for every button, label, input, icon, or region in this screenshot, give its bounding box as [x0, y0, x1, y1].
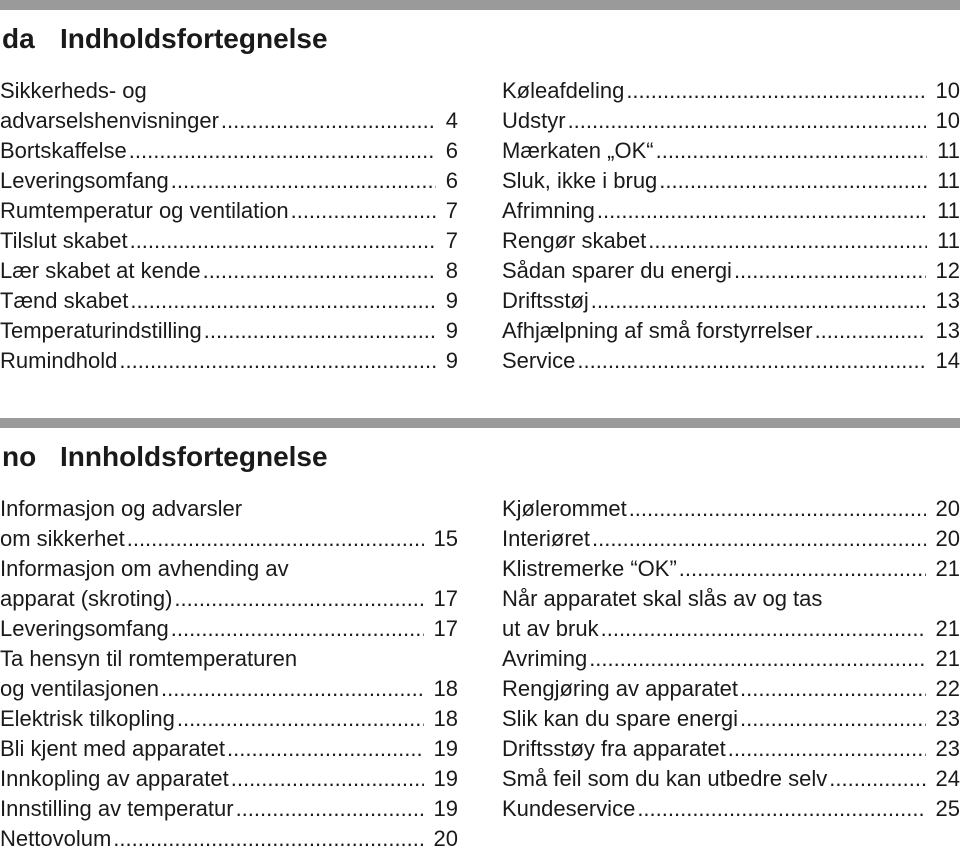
section-divider-da — [0, 0, 960, 10]
toc-entry-page-number: 8 — [436, 256, 458, 286]
toc-entry-title: Elektrisk tilkopling — [0, 704, 177, 734]
toc-entry[interactable] — [0, 136, 458, 166]
toc-entry[interactable] — [502, 316, 960, 346]
toc-entry[interactable] — [0, 704, 458, 734]
toc-entry-title: Rumindhold — [0, 346, 119, 376]
toc-entry-title: apparat (skroting) — [0, 584, 174, 614]
toc-entry-title: Informasjon om avhending av — [0, 554, 289, 584]
dot-leader — [177, 704, 424, 734]
toc-entry-title: Tilslut skabet — [0, 226, 130, 256]
toc-entry-page-number: 21 — [926, 614, 960, 644]
dot-leader — [592, 524, 925, 554]
toc-entry-title: og ventilasjonen — [0, 674, 161, 704]
toc-entry-title: Sådan sparer du energi — [502, 256, 734, 286]
toc-entry-title: Tænd skabet — [0, 286, 130, 316]
toc-entry-page-number: 13 — [926, 316, 960, 346]
toc-entry[interactable] — [502, 644, 960, 674]
toc-entry-title: Kundeservice — [502, 794, 637, 824]
toc-entry-title: Driftsstøy fra apparatet — [502, 734, 728, 764]
dot-leader — [203, 256, 436, 286]
dot-leader — [829, 764, 925, 794]
dot-leader — [221, 106, 436, 136]
toc-entry-page-number: 9 — [436, 316, 458, 346]
toc-entry[interactable] — [0, 286, 458, 316]
toc-entry-page-number: 9 — [436, 346, 458, 376]
toc-entry-page-number: 10 — [926, 76, 960, 106]
section-heading-no — [2, 440, 328, 474]
toc-entry[interactable] — [502, 136, 960, 166]
toc-entry[interactable] — [0, 644, 458, 674]
toc-entry[interactable] — [502, 494, 960, 524]
dot-leader — [129, 136, 436, 166]
toc-entry-title: Leveringsomfang — [0, 614, 171, 644]
toc-column-left — [0, 76, 458, 376]
toc-entry-page-number: 11 — [927, 196, 960, 226]
toc-entry[interactable] — [502, 554, 960, 584]
toc-entry-page-number: 18 — [424, 704, 458, 734]
toc-entry-title: Lær skabet at kende — [0, 256, 203, 286]
section-heading-da — [2, 22, 328, 56]
toc-entry-title: Afrimning — [502, 196, 597, 226]
toc-entry[interactable] — [502, 256, 960, 286]
dot-leader — [728, 734, 926, 764]
toc-entry-title: Køleafdeling — [502, 76, 626, 106]
dot-leader — [113, 824, 423, 854]
toc-column-left — [0, 494, 458, 854]
dot-leader — [648, 226, 927, 256]
dot-leader — [679, 554, 926, 584]
toc-entry-title: Innkopling av apparatet — [0, 764, 231, 794]
toc-entry-page-number: 4 — [436, 106, 458, 136]
section-title: Innholdsfortegnelse — [60, 441, 328, 472]
toc-entry-page-number: 20 — [926, 524, 960, 554]
toc-entry[interactable] — [502, 106, 960, 136]
toc-entry-page-number: 18 — [424, 674, 458, 704]
toc-entry-title: Slik kan du spare energi — [502, 704, 740, 734]
dot-leader — [601, 614, 926, 644]
dot-leader — [656, 136, 928, 166]
dot-leader — [637, 794, 925, 824]
dot-leader — [127, 524, 424, 554]
dot-leader — [130, 226, 436, 256]
toc-entry-page-number: 11 — [927, 166, 960, 196]
toc-entry[interactable] — [0, 764, 458, 794]
toc-entry-title: Sluk, ikke i brug — [502, 166, 659, 196]
toc-entry-title: Mærkaten „OK“ — [502, 136, 656, 166]
toc-entry-title: Avriming — [502, 644, 589, 674]
toc-entry-title: Driftsstøj — [502, 286, 591, 316]
dot-leader — [119, 346, 435, 376]
dot-leader — [231, 764, 424, 794]
dot-leader — [626, 76, 925, 106]
toc-entry-page-number: 20 — [424, 824, 458, 854]
toc-entry[interactable] — [0, 494, 458, 524]
toc-entry-title: Rengjøring av apparatet — [502, 674, 740, 704]
section-divider-no — [0, 418, 960, 428]
toc-entry-page-number: 19 — [424, 794, 458, 824]
dot-leader — [734, 256, 926, 286]
toc-entry[interactable] — [502, 226, 960, 256]
toc-entry-title: Bli kjent med apparatet — [0, 734, 227, 764]
toc-entry-page-number: 6 — [436, 136, 458, 166]
toc-entry-title: Afhjælpning af små forstyrrelser — [502, 316, 815, 346]
toc-entry-title: Interiøret — [502, 524, 592, 554]
toc-entry-page-number: 20 — [926, 494, 960, 524]
dot-leader — [629, 494, 926, 524]
dot-leader — [591, 286, 926, 316]
toc-entry-page-number: 21 — [926, 644, 960, 674]
toc-entry-page-number: 14 — [926, 346, 960, 376]
toc-entry[interactable] — [0, 166, 458, 196]
toc-entry-title: Sikkerheds- og — [0, 76, 147, 106]
dot-leader — [659, 166, 927, 196]
toc-entry-page-number: 7 — [436, 226, 458, 256]
toc-entry-title: Bortskaffelse — [0, 136, 129, 166]
toc-entry[interactable] — [502, 614, 960, 644]
toc-entry[interactable] — [0, 226, 458, 256]
dot-leader — [740, 674, 925, 704]
toc-entry-page-number: 23 — [926, 734, 960, 764]
toc-entry-title: Udstyr — [502, 106, 568, 136]
toc-entry[interactable] — [502, 346, 960, 376]
toc-entry[interactable] — [502, 734, 960, 764]
toc-entry-page-number: 24 — [926, 764, 960, 794]
toc-entry[interactable] — [502, 584, 960, 614]
toc-entry-title: Service — [502, 346, 577, 376]
toc-entry-title: Leveringsomfang — [0, 166, 171, 196]
toc-entry[interactable] — [0, 346, 458, 376]
dot-leader — [161, 674, 424, 704]
toc-entry-title: Informasjon og advarsler — [0, 494, 242, 524]
dot-leader — [568, 106, 926, 136]
toc-entry[interactable] — [0, 76, 458, 106]
toc-entry-title: Klistremerke “OK” — [502, 554, 679, 584]
toc-entry-page-number: 23 — [926, 704, 960, 734]
toc-entry[interactable] — [0, 584, 458, 614]
toc-entry[interactable] — [0, 734, 458, 764]
toc-entry-page-number: 25 — [926, 794, 960, 824]
toc-entry-page-number: 13 — [926, 286, 960, 316]
toc-entry[interactable] — [0, 316, 458, 346]
toc-entry[interactable] — [502, 196, 960, 226]
toc-entry-title: Rengør skabet — [502, 226, 648, 256]
toc-entry-title: Innstilling av temperatur — [0, 794, 236, 824]
dot-leader — [597, 196, 927, 226]
toc-entry[interactable] — [502, 166, 960, 196]
toc-entry[interactable] — [0, 256, 458, 286]
toc-entry[interactable] — [0, 794, 458, 824]
toc-entry[interactable] — [502, 764, 960, 794]
dot-leader — [291, 196, 436, 226]
toc-entry-page-number: 7 — [436, 196, 458, 226]
toc-entry-page-number: 17 — [424, 614, 458, 644]
toc-entry-page-number: 12 — [926, 256, 960, 286]
dot-leader — [227, 734, 423, 764]
toc-entry-title: Ta hensyn til romtemperaturen — [0, 644, 297, 674]
toc-entry[interactable] — [0, 674, 458, 704]
toc-entry[interactable] — [0, 614, 458, 644]
toc-entry-title: ut av bruk — [502, 614, 601, 644]
toc-entry-page-number: 17 — [424, 584, 458, 614]
toc-entry-page-number: 19 — [424, 734, 458, 764]
dot-leader — [589, 644, 925, 674]
toc-entry-page-number: 9 — [436, 286, 458, 316]
dot-leader — [236, 794, 424, 824]
dot-leader — [577, 346, 925, 376]
dot-leader — [130, 286, 435, 316]
toc-entry[interactable] — [0, 824, 458, 854]
toc-entry[interactable] — [0, 524, 458, 554]
dot-leader — [171, 614, 424, 644]
toc-entry-title: om sikkerhet — [0, 524, 127, 554]
toc-entry-page-number: 22 — [926, 674, 960, 704]
toc-entry-page-number: 21 — [926, 554, 960, 584]
dot-leader — [174, 584, 423, 614]
toc-entry-page-number: 11 — [927, 226, 960, 256]
toc-entry-page-number: 6 — [436, 166, 458, 196]
toc-entry[interactable] — [502, 704, 960, 734]
toc-entry-page-number: 11 — [927, 136, 960, 166]
toc-entry-title: Temperaturindstilling — [0, 316, 204, 346]
toc-entry-title: Rumtemperatur og ventilation — [0, 196, 291, 226]
toc-entry[interactable] — [502, 794, 960, 824]
dot-leader — [204, 316, 436, 346]
toc-entry[interactable] — [502, 524, 960, 554]
toc-entry-title: Små feil som du kan utbedre selv — [502, 764, 829, 794]
toc-entry-title: Kjølerommet — [502, 494, 629, 524]
toc-column-right — [502, 76, 960, 376]
toc-column-right — [502, 494, 960, 824]
toc-entry[interactable] — [0, 106, 458, 136]
toc-entry-title: advarselshenvisninger — [0, 106, 221, 136]
toc-entry[interactable] — [502, 286, 960, 316]
language-code: no — [2, 441, 37, 472]
toc-entry-title: Når apparatet skal slås av og tas — [502, 584, 822, 614]
dot-leader — [171, 166, 436, 196]
toc-entry-page-number: 15 — [424, 524, 458, 554]
toc-entry-title: Nettovolum — [0, 824, 113, 854]
toc-entry-page-number: 10 — [926, 106, 960, 136]
toc-entry[interactable] — [502, 76, 960, 106]
section-title: Indholdsfortegnelse — [60, 23, 328, 54]
toc-entry[interactable] — [502, 674, 960, 704]
toc-entry[interactable] — [0, 554, 458, 584]
dot-leader — [740, 704, 925, 734]
toc-entry-page-number: 19 — [424, 764, 458, 794]
dot-leader — [815, 316, 926, 346]
toc-entry[interactable] — [0, 196, 458, 226]
language-code: da — [2, 23, 35, 54]
